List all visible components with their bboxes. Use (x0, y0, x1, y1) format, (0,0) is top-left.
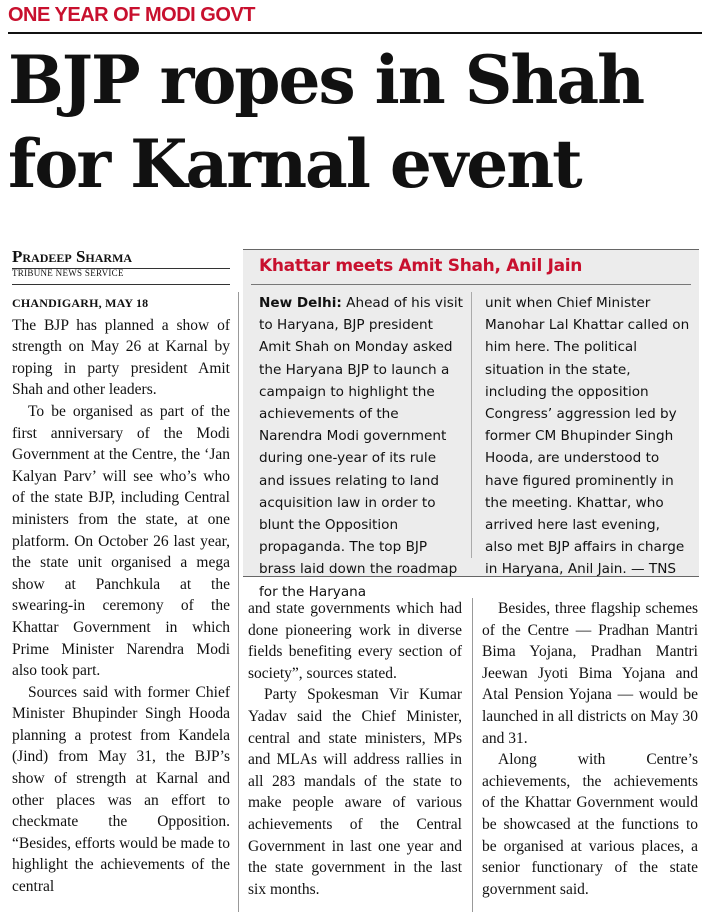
byline-service: TRIBUNE NEWS SERVICE (12, 268, 124, 278)
article-paragraph: Besides, three flagship schemes of the Centre — Pradhan Mantri Bima Yojana, Pradhan Mantri Jeewan Jyoti Bima Yojana and Atal Pension Yojana — would be launched in all districts on May 30 and 31. (482, 600, 698, 747)
article-paragraph: and state governments which had done pioneering work in diverse fields benefiting every section of society”, sources stated. (248, 600, 462, 682)
article-paragraph (12, 292, 230, 401)
sidebar-dateline: New Delhi: (259, 295, 342, 311)
headline: BJP ropes in Shah for Karnal event (8, 41, 644, 203)
article-column-1 (12, 292, 230, 898)
article-paragraph: Sources said with former Chief Minister Bhupinder Singh Hooda planning a protest from Kandela (Jind) from May 31, the BJP’s show of strength at Karnal and other places was an effort to checkmate the Opposition. “Besides, efforts would be made to highlight the achievements of the central (12, 683, 230, 896)
byline-author-text: Pradeep Sharma (12, 247, 133, 266)
article-column-3 (482, 598, 698, 900)
byline-author (12, 247, 132, 267)
article-text: The BJP has planned a show of strength on May 26 at Karnal by roping in party president Amit Shah and other leaders. (12, 316, 230, 399)
sidebar-divider (251, 284, 691, 285)
dateline: CHANDIGARH, MAY 18 (12, 296, 149, 310)
article-column-2 (248, 598, 462, 900)
section-kicker: ONE YEAR OF MODI GOVT (8, 4, 255, 26)
article-paragraph: Party Spokesman Vir Kumar Yadav said the Chief Minister, central and state ministers, MPs and MLAs will address rallies in all 283 mandals of the state to make people aware of various achievements of the Central Government in last one year and the state government in the last six months. (248, 686, 462, 898)
article-paragraph: Along with Centre’s achievements, the achievements of the Khattar Government would be showcased at the functions to be organised at various places, a senior functionary of the state government said. (482, 751, 698, 898)
byline-divider-lower (12, 284, 230, 285)
sidebar-box (243, 249, 699, 600)
sidebar-title: Khattar meets Amit Shah, Anil Jain (259, 256, 583, 276)
sidebar-text: Ahead of his visit to Haryana, BJP president Amit Shah on Monday asked the Haryana BJP to launch a campaign to highlight the achievements of the Narendra Modi government during one-year of its rule and issues relating to land acquisition law in order to blunt the Opposition propaganda. The top BJP brass laid down the roadmap for the Haryana (259, 295, 463, 600)
sidebar-column-1 (259, 292, 465, 603)
column-divider (472, 598, 473, 912)
sidebar-column-divider (471, 292, 472, 558)
column-divider (238, 292, 239, 912)
article-paragraph: To be organised as part of the first anniversary of the Modi Government at the Centre, the ‘Jan Kalyan Parv’ will see who’s who of the state BJP, including Central ministers from the state, at one platform. On October 26 last year, the state unit organised a mega show at Panchkula at the swearing-in ceremony of the Khattar Government in which Prime Minister Narendra Modi also took part. (12, 402, 230, 680)
sidebar-column-2: unit when Chief Minister Manohar Lal Khattar called on him here. The political situation in the state, including the opposition Congress’ aggression led by former CM Bhupinder Singh Hooda, are understood to have figured prominently in the meeting. Khattar, who arrived here last evening, also met BJP affairs in charge in Haryana, Anil Jain. — TNS (485, 295, 690, 578)
kicker-divider (8, 32, 702, 34)
